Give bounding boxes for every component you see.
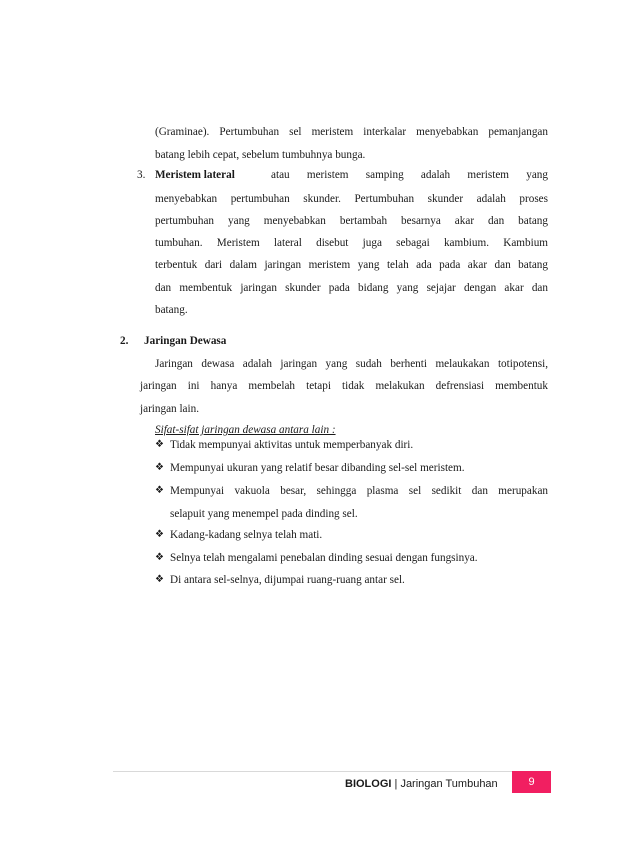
bullet-item-2: Mempunyai ukuran yang relatif besar dibanding sel-sel meristem. [170, 462, 465, 474]
diamond-bullet-icon: ❖ [155, 529, 164, 540]
continuation-line-2: batang lebih cepat, sebelum tumbuhnya bunga. [155, 149, 366, 161]
footer-topic: Jaringan Tumbuhan [400, 778, 498, 790]
item-3-term: Meristem lateral [155, 169, 235, 181]
diamond-bullet-icon: ❖ [155, 439, 164, 450]
bullet-item-5: Selnya telah mengalami penebalan dinding sesuai dengan fungsinya. [170, 552, 478, 564]
item-3-number: 3. [137, 169, 146, 181]
subheading: Sifat-sifat jaringan dewasa antara lain : [155, 424, 336, 436]
item-3-line-7: batang. [155, 304, 188, 316]
item-3-line-2: menyebabkan pertumbuhan skunder. Pertumbuhan skunder adalah proses [155, 193, 548, 205]
footer-subject: BIOLOGI [345, 778, 392, 790]
bullet-item-3-continuation: selapuit yang menempel pada dinding sel. [170, 508, 358, 520]
diamond-bullet-icon: ❖ [155, 552, 164, 563]
diamond-bullet-icon: ❖ [155, 485, 164, 496]
item-3-line-3: pertumbuhan yang menyebabkan bertambah besarnya akar dan batang [155, 215, 548, 227]
item-3-line-5: terbentuk dari dalam jaringan meristem yang telah ada pada akar dan batang [155, 259, 548, 271]
footer-label [345, 778, 498, 790]
diamond-bullet-icon: ❖ [155, 462, 164, 473]
continuation-line-1: (Graminae). Pertumbuhan sel meristem interkalar menyebabkan pemanjangan [155, 126, 548, 138]
bullet-item-6: Di antara sel-selnya, dijumpai ruang-ruang antar sel. [170, 574, 405, 586]
section-2-para-line-3: jaringan lain. [140, 403, 200, 415]
section-2-para-line-2: jaringan ini hanya membelah tetapi tidak melakukan defrensiasi membentuk [140, 380, 548, 392]
bullet-item-4: Kadang-kadang selnya telah mati. [170, 529, 323, 541]
footer-separator: | [394, 778, 398, 790]
section-2-title: Jaringan Dewasa [144, 335, 227, 347]
item-3-line-4: tumbuhan. Meristem lateral disebut juga sebagai kambium. Kambium [155, 237, 548, 249]
bullet-item-3: Mempunyai vakuola besar, sehingga plasma sel sedikit dan merupakan [170, 485, 548, 497]
page-number-badge [512, 771, 551, 793]
item-3-line-1: atau meristem samping adalah meristem yang [271, 169, 548, 181]
bullet-item-1: Tidak mempunyai aktivitas untuk memperbanyak diri. [170, 439, 414, 451]
item-3-line-6: dan membentuk jaringan skunder pada bidang yang sejajar dengan akar dan [155, 282, 548, 294]
diamond-bullet-icon: ❖ [155, 574, 164, 585]
page-number: 9 [528, 776, 535, 788]
section-2-number: 2. [120, 335, 129, 347]
section-2-para-line-1: Jaringan dewasa adalah jaringan yang sudah berhenti melaukakan totipotensi, [155, 358, 548, 370]
footer-divider [113, 771, 551, 772]
